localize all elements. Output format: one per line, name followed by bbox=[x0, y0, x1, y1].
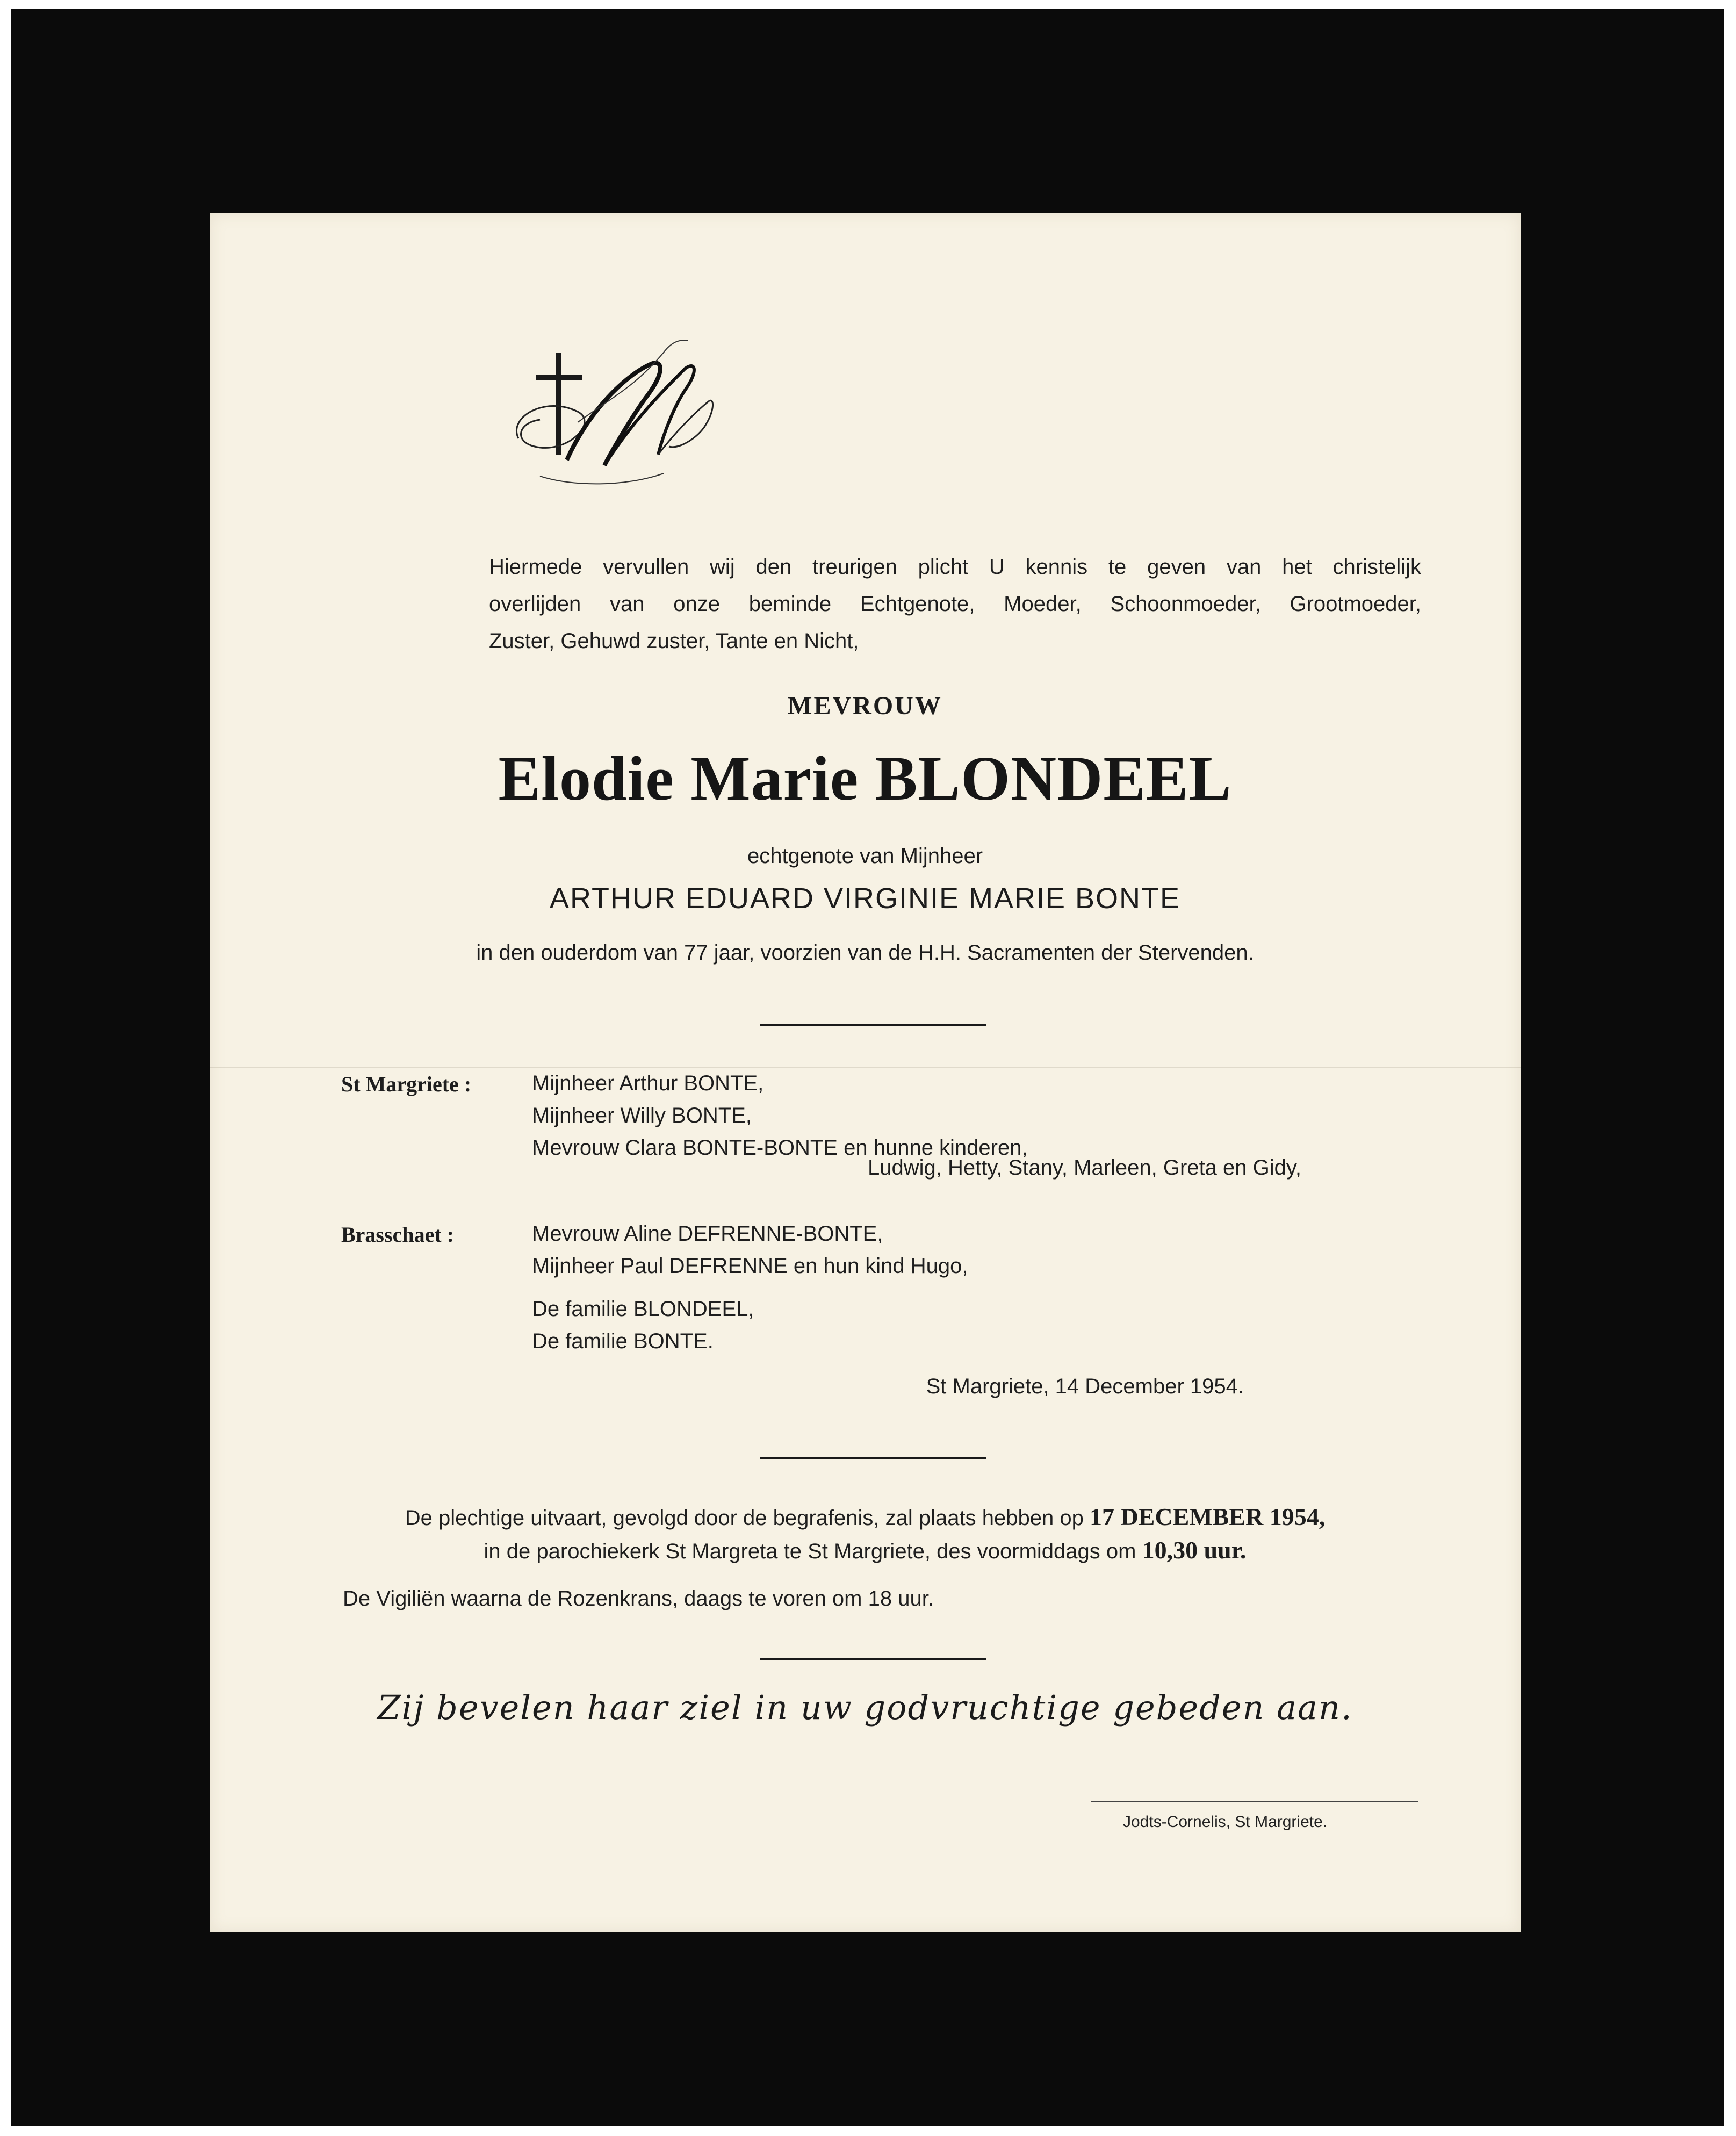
divider-rule bbox=[760, 1024, 986, 1026]
black-mourning-frame bbox=[11, 9, 1724, 2126]
family-group-brasschaet bbox=[532, 1218, 968, 1282]
closing-prayer: Zij bevelen haar ziel in uw godvruchtige gebeden aan. bbox=[377, 1688, 1353, 1727]
family-member: De familie BLONDEEL, bbox=[532, 1297, 754, 1321]
title-mevrouw: MEVROUW bbox=[788, 692, 942, 720]
age-line: in den ouderdom van 77 jaar, voorzien van de H.H. Sacramenten der Stervenden. bbox=[476, 941, 1254, 965]
family-group-st-margriete bbox=[532, 1067, 1028, 1164]
vigil-line: De Vigiliën waarna de Rozenkrans, daags te voren om 18 uur. bbox=[343, 1587, 934, 1610]
cross-monogram-icon bbox=[502, 331, 728, 508]
spouse-intro: echtgenote van Mijnheer bbox=[747, 844, 983, 868]
deceased-name: Elodie Marie BLONDEEL bbox=[498, 743, 1232, 814]
place-label-brasschaet: Brasschaet : bbox=[341, 1222, 454, 1247]
place-label-st-margriete: St Margriete : bbox=[341, 1072, 472, 1096]
death-notice-card bbox=[210, 213, 1521, 1932]
intro-line: Hiermede vervullen wij den treurigen plicht U kennis te geven van het christelijk bbox=[489, 555, 1421, 579]
family-member: Mijnheer Arthur BONTE, bbox=[532, 1071, 764, 1095]
printer-credit: Jodts-Cornelis, St Margriete. bbox=[1123, 1813, 1328, 1831]
family-member: Mijnheer Willy BONTE, bbox=[532, 1104, 752, 1127]
family-member: De familie BONTE. bbox=[532, 1329, 714, 1353]
divider-rule bbox=[760, 1658, 986, 1660]
printer-rule bbox=[1091, 1801, 1418, 1802]
intro-line: overlijden van onze beminde Echtgenote, Moeder, Schoonmoeder, Grootmoeder, bbox=[489, 592, 1421, 616]
family-group-other bbox=[532, 1293, 754, 1357]
spouse-name: ARTHUR EDUARD VIRGINIE MARIE BONTE bbox=[549, 882, 1181, 915]
funeral-line-1 bbox=[210, 1502, 1521, 1531]
intro-paragraph bbox=[489, 549, 1421, 660]
family-member: Mijnheer Paul DEFRENNE en hun kind Hugo, bbox=[532, 1254, 968, 1278]
children-list: Ludwig, Hetty, Stany, Marleen, Greta en Gidy, bbox=[868, 1156, 1302, 1180]
funeral-date: 17 DECEMBER 1954, bbox=[1089, 1503, 1326, 1530]
family-member: Mevrouw Clara BONTE-BONTE en hunne kinderen, bbox=[532, 1136, 1028, 1160]
divider-rule bbox=[760, 1457, 986, 1459]
intro-line: Zuster, Gehuwd zuster, Tante en Nicht, bbox=[489, 629, 859, 653]
family-member: Mevrouw Aline DEFRENNE-BONTE, bbox=[532, 1222, 883, 1246]
place-date-line: St Margriete, 14 December 1954. bbox=[926, 1375, 1244, 1398]
funeral-text: in de parochiekerk St Margreta te St Margriete, des voormiddags om bbox=[484, 1540, 1136, 1563]
funeral-text: De plechtige uitvaart, gevolgd door de begrafenis, zal plaats hebben op bbox=[405, 1506, 1084, 1530]
funeral-time: 10,30 uur. bbox=[1142, 1536, 1247, 1564]
funeral-line-2 bbox=[210, 1536, 1521, 1564]
